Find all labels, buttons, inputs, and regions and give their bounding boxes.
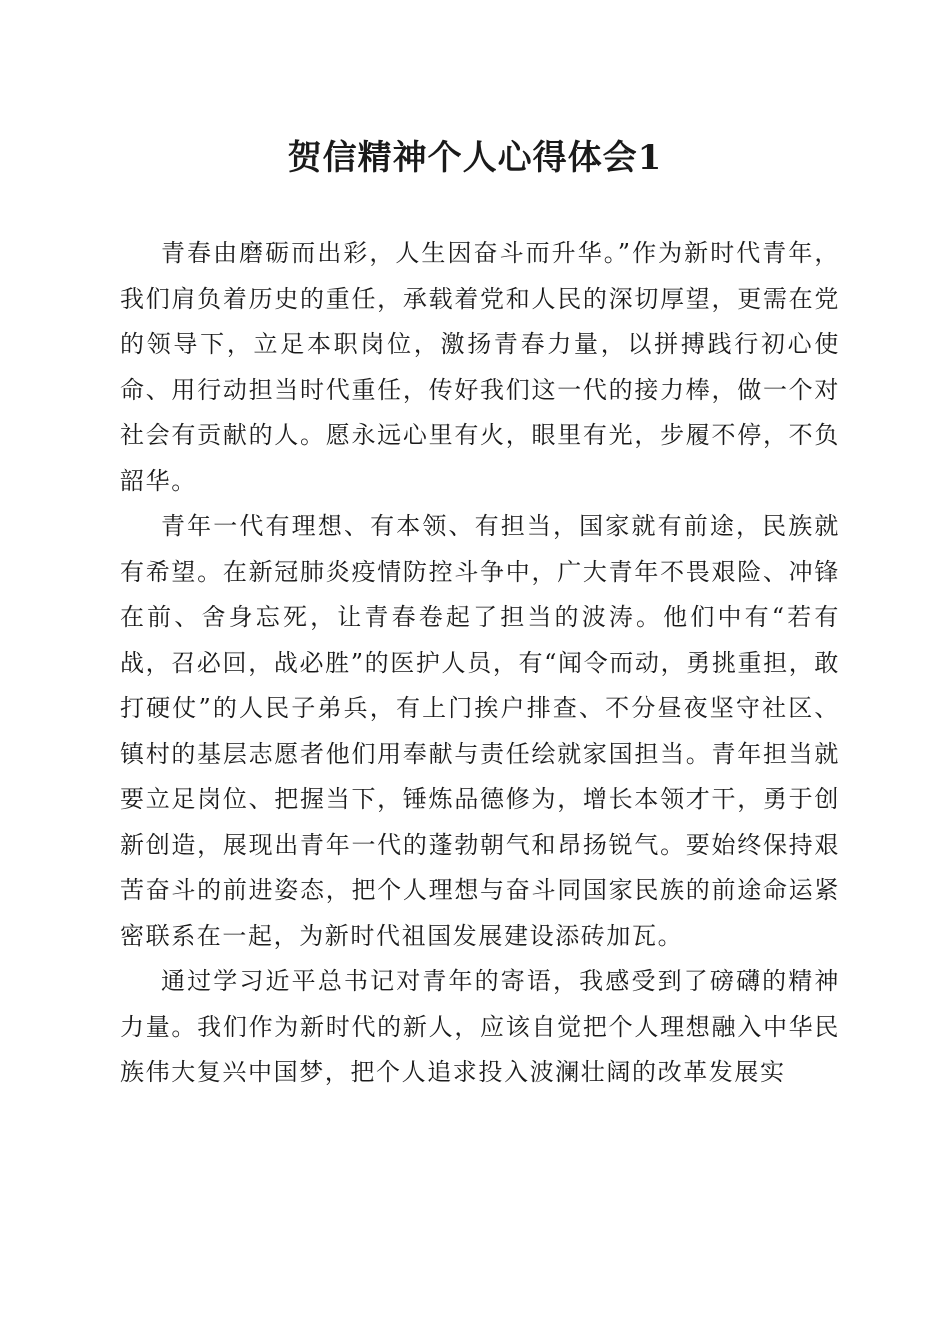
paragraph-1: 青春由磨砺而出彩，人生因奋斗而升华。”作为新时代青年，我们肩负着历史的重任，承载着党和人民的深切厚望，更需在党的领导下，立足本职岗位，激扬青春力量，以拼搏践行初心使命、用行动担当时代重任，传好我们这一代的接力棒，做一个对社会有贡献的人。愿永远心里有火，眼里有光，步履不停，不负韶华。 — [120, 239, 840, 495]
document-title: 贺信精神个人心得体会1 — [287, 138, 663, 178]
document-body — [120, 231, 840, 1096]
paragraph-3: 通过学习近平总书记对青年的寄语，我感受到了磅礴的精神力量。我们作为新时代的新人，应该自觉把个人理想融入中华民族伟大复兴中国梦，把个人追求投入波澜壮阔的改革发展实 — [120, 967, 840, 1086]
paragraph-2: 青年一代有理想、有本领、有担当，国家就有前途，民族就有希望。在新冠肺炎疫情防控斗争中，广大青年不畏艰险、冲锋在前、舍身忘死，让青春卷起了担当的波涛。他们中有“若有战，召必回，战必胜”的医护人员，有“闻令而动，勇挑重担，敢打硬仗”的人民子弟兵，有上门挨户排查、不分昼夜坚守社区、镇村的基层志愿者他们用奉献与责任绘就家国担当。青年担当就要立足岗位、把握当下，锤炼品德修为，增长本领才干，勇于创新创造，展现出青年一代的蓬勃朝气和昂扬锐气。要始终保持艰苦奋斗的前进姿态，把个人理想与奋斗同国家民族的前途命运紧密联系在一起，为新时代祖国发展建设添砖加瓦。 — [120, 512, 840, 950]
